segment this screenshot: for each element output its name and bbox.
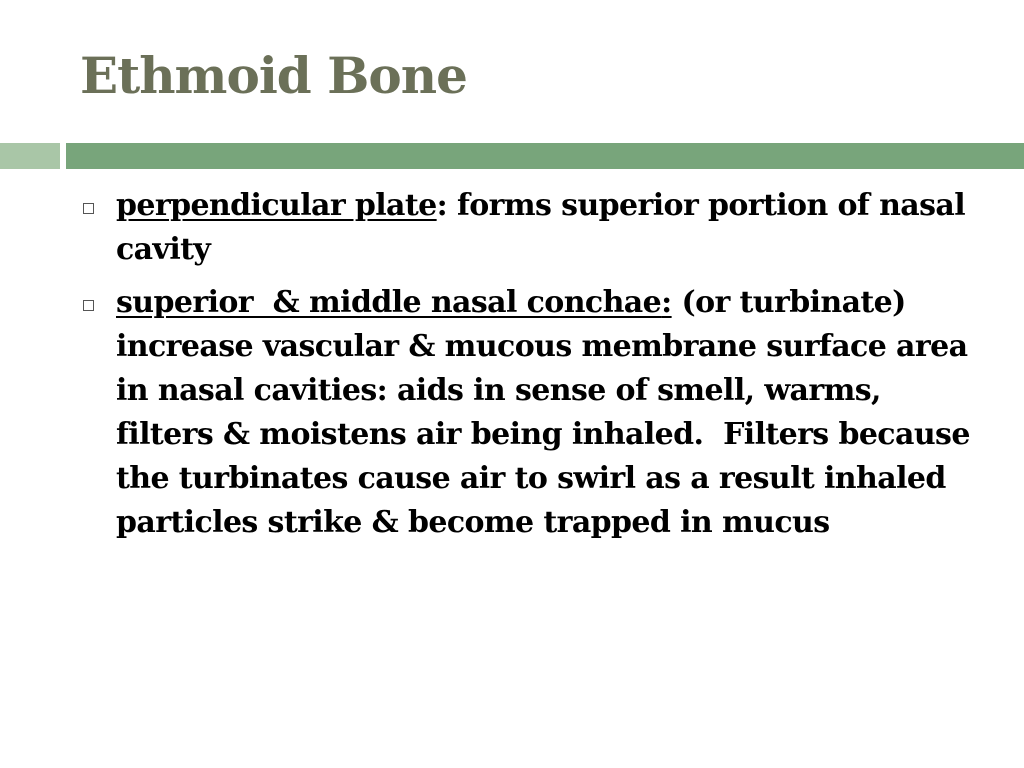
bullet-term-separator: :	[436, 188, 448, 223]
bullet-term: perpendicular plate	[116, 188, 437, 223]
square-bullet-icon	[83, 203, 94, 214]
accent-bar-right	[66, 143, 1024, 169]
bullet-term-separator: :	[661, 285, 672, 320]
bullet-list	[80, 184, 980, 554]
slide-title: Ethmoid Bone	[80, 46, 467, 105]
accent-block-left	[0, 143, 60, 169]
square-bullet-icon	[83, 300, 94, 311]
bullet-text: forms superior portion of nasal cavity	[116, 188, 966, 267]
bullet-term: superior & middle nasal conchae	[116, 285, 662, 320]
bullet-text: (or turbinate) increase vascular & mucous membrane surface area in nasal cavities: aids in sense of smell, warms, filters & moistens air being inhaled. Filters because the turbinates cause air to swirl as a result inhaled particles strike & become trapped in mucus	[116, 285, 980, 540]
bullet-perpendicular-plate	[80, 184, 980, 272]
bullet-nasal-conchae	[80, 281, 980, 545]
